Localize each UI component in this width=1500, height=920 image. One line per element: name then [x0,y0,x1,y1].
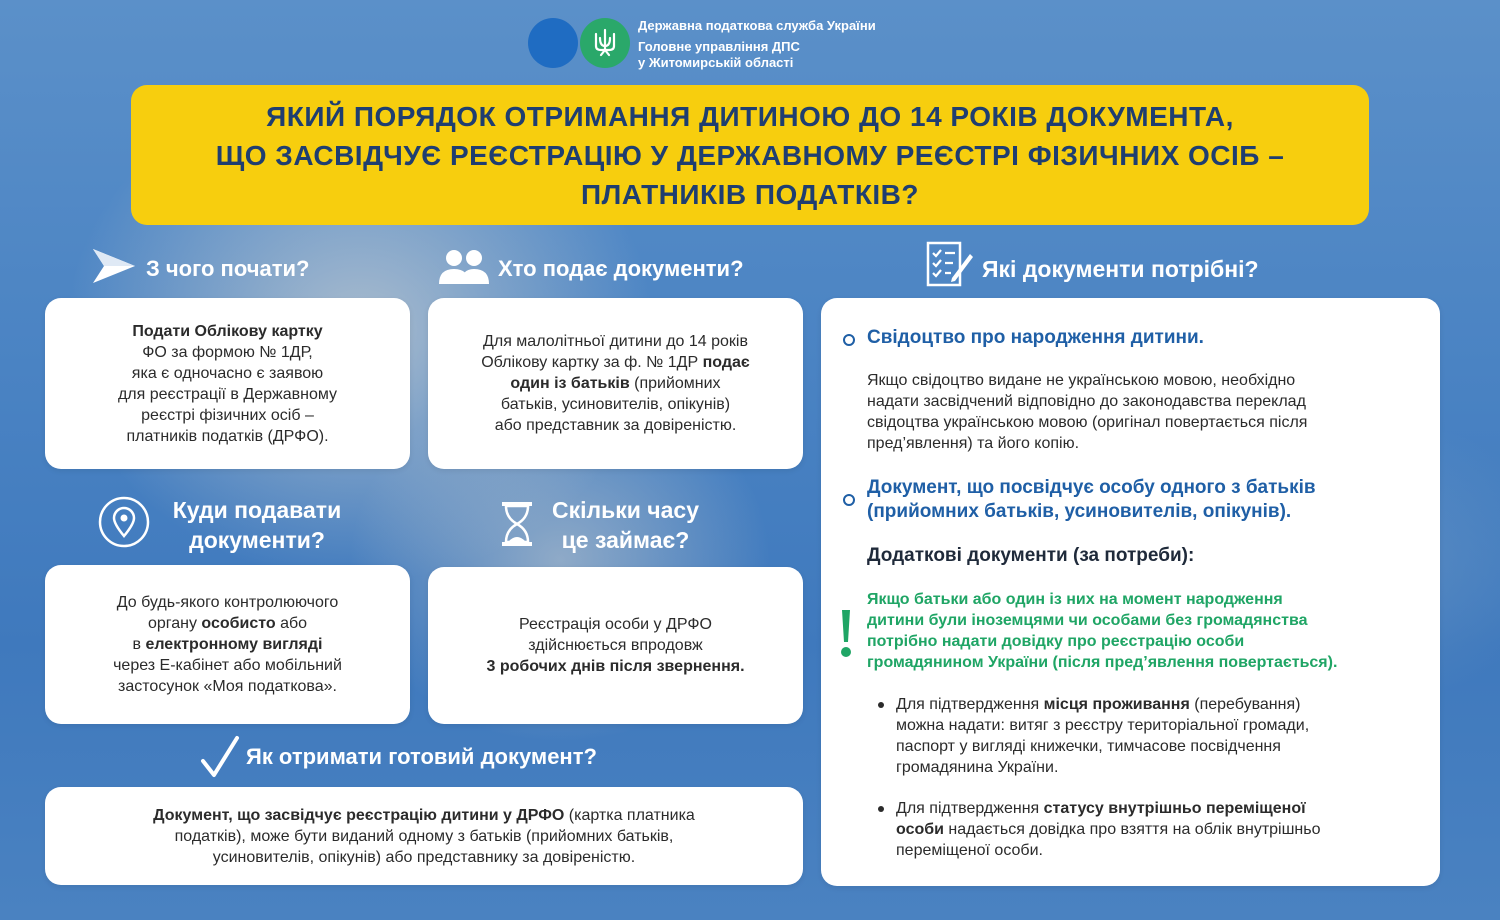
document-checklist-icon [924,240,974,290]
start-line-4: реєстрі фізичних осіб – [141,406,314,424]
heading-start: З чого почати? [146,256,310,281]
card-docs [821,298,1440,886]
who-line-1: Для малолітньої дитини до 14 років [483,333,748,350]
card-start [45,298,410,469]
org-line-2: Головне управління ДПС [638,39,800,54]
title-banner [131,85,1369,225]
who-line-2: Облікову картку за ф. № 1ДР подає [481,354,750,371]
where-line-5: застосунок «Моя податкова». [118,678,337,695]
where-line-3: в електронному вигляді [132,636,323,653]
start-line-1: ФО за формою № 1ДР, [142,343,313,361]
time-line-1: Реєстрація особи у ДРФО [519,616,712,633]
heading-where [158,495,356,555]
heading-time-line-1: Скільки часу [551,497,700,523]
heading-time-line-2: це займає? [561,527,690,553]
receive-line-1: Документ, що засвідчує реєстрацію дитини у ДРФО (картка платника [153,806,695,824]
docs-bullet-2: Для підтвердження статусу внутрішньо переміщеної особи надається довідка про взяття на облік внутрішньо переміщеної особи. [896,800,1321,859]
who-line-5: або представник за довіреністю. [494,417,737,434]
org-line-3: у Житомирській області [638,55,794,70]
card-where [45,565,410,724]
docs-item-1-note: Якщо свідоцтво видане не українською мовою, необхідно надати засвідчений відповідно до законодавства переклад свідоцтва українською мовою (оригінал повертається після пред’явлення) та його копію. [867,372,1308,452]
time-line-2: здійснюється впродовж [528,637,703,654]
docs-item-1: Свідоцтво про народження дитини. [867,327,1204,348]
arrow-right-icon [90,246,138,286]
docs-item-2: Документ, що посвідчує особу одного з батьків (прийомних батьків, усиновителів, опікунів). [867,477,1316,522]
heading-where-line-1: Куди подавати [172,497,342,523]
card-receive [45,787,803,885]
who-line-3: один із батьків (прийомних [510,375,721,392]
logo-blue-circle [528,18,578,68]
start-line-5: платників податків (ДРФО). [126,427,329,445]
receive-line-2: податків), може бути виданий одному з батьків (прийомних батьків, [174,827,674,845]
heading-time [538,495,713,555]
where-line-1: До будь-якого контролюючого [116,594,339,611]
ring-bullet [843,494,855,506]
organization-name [638,18,876,71]
card-time [428,567,803,724]
list-bullet [878,702,884,708]
ring-bullet [843,334,855,346]
card-who [428,298,803,469]
title-line-2: ЩО ЗАСВІДЧУЄ РЕЄСТРАЦІЮ У ДЕРЖАВНОМУ РЕЄСТРІ ФІЗИЧНИХ ОСІБ – [215,139,1285,171]
where-line-4: через Е-кабінет або мобільний [113,657,342,674]
heading-who: Хто подає документи? [498,256,744,281]
where-line-2: органу особисто або [147,615,308,632]
start-line-3: для реєстрації в Державному [117,385,338,403]
trident-icon [592,28,618,58]
heading-docs: Які документи потрібні? [982,256,1259,282]
docs-extra-heading: Додаткові документи (за потреби): [867,545,1195,566]
docs-warning: Якщо батьки або один із них на момент народження дитини були іноземцями чи особами без громадянства потрібно надати довідку про реєстрацію особи громадянином України (після пред’явлення повертається). [867,591,1338,671]
org-line-1: Державна податкова служба України [638,18,876,33]
time-line-3: 3 робочих днів після звернення. [486,658,745,675]
checkmark-icon [200,735,240,779]
heading-where-line-2: документи? [189,527,325,553]
who-line-4: батьків, усиновителів, опікунів) [500,396,731,413]
heading-receive: Як отримати готовий документ? [246,744,597,769]
start-bold: Подати Облікову картку [132,322,323,340]
list-bullet [878,806,884,812]
title-line-1: ЯКИЙ ПОРЯДОК ОТРИМАННЯ ДИТИНОЮ ДО 14 РОКІВ ДОКУМЕНТА, [266,100,1234,132]
hourglass-icon [498,500,536,548]
docs-bullet-1: Для підтвердження місця проживання (перебування) можна надати: витяг з реєстру територіальної громади, паспорт у вигляді книжечки, тимчасове посвідчення громадянина України. [896,696,1310,776]
title-line-3: ПЛАТНИКІВ ПОДАТКІВ? [580,178,920,210]
start-line-2: яка є одночасно є заявою [131,364,324,382]
people-icon [437,248,491,286]
exclamation-icon [839,608,853,658]
location-pin-icon [97,495,151,549]
logo-green-circle [580,18,630,68]
receive-line-3: усиновителів, опікунів) або представнику за довіреністю. [212,848,636,866]
